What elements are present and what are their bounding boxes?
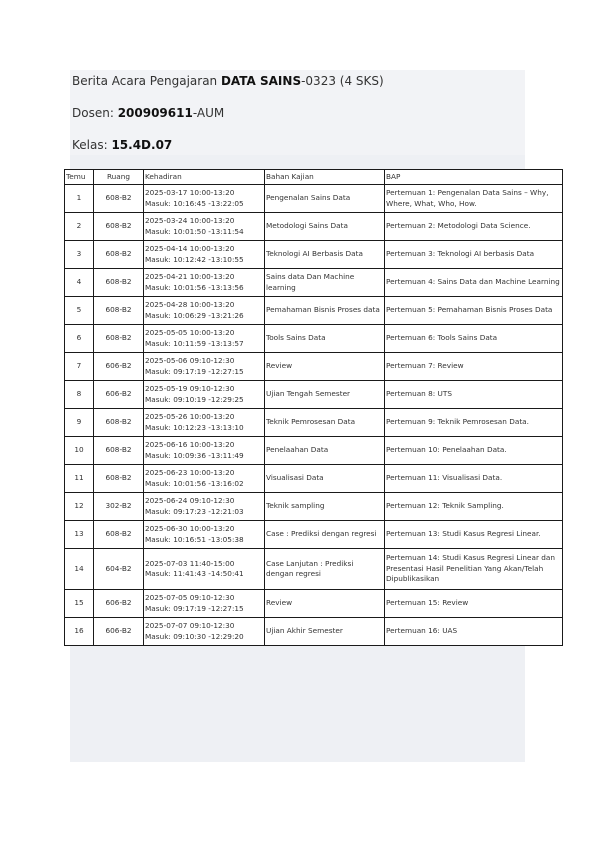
- cell-temu: 3: [65, 241, 94, 269]
- cell-kehadiran: [144, 618, 265, 646]
- cell-masuk: Masuk: 09:17:19 -12:27:15: [145, 603, 244, 613]
- cell-jadwal: 2025-04-28 10:00-13:20: [145, 300, 235, 310]
- cell-temu: 15: [65, 590, 94, 618]
- cell-masuk: Masuk: 09:17:19 -12:27:15: [145, 366, 244, 376]
- cell-bap: Pertemuan 15: Review: [385, 590, 563, 618]
- cell-bap: Pertemuan 11: Visualisasi Data.: [385, 465, 563, 493]
- col-header-kehadiran: Kehadiran: [144, 170, 265, 185]
- cell-bap: Pertemuan 13: Studi Kasus Regresi Linear.: [385, 521, 563, 549]
- cell-bap: Pertemuan 8: UTS: [385, 381, 563, 409]
- cell-bahan-kajian: Teknik sampling: [265, 493, 385, 521]
- cell-bahan-kajian: Ujian Akhir Semester: [265, 618, 385, 646]
- cell-ruang: 606-B2: [94, 381, 144, 409]
- cell-bap: Pertemuan 2: Metodologi Data Science.: [385, 213, 563, 241]
- col-header-bahan-kajian: Bahan Kajian: [265, 170, 385, 185]
- table-row: [65, 269, 563, 297]
- table-row: [65, 465, 563, 493]
- cell-masuk: Masuk: 10:12:23 -13:13:10: [145, 422, 244, 432]
- cell-ruang: 608-B2: [94, 465, 144, 493]
- class-line: [72, 138, 172, 152]
- cell-bahan-kajian: Case Lanjutan : Prediksi dengan regresi: [265, 549, 385, 590]
- cell-jadwal: 2025-03-24 10:00-13:20: [145, 216, 235, 226]
- cell-ruang: 606-B2: [94, 353, 144, 381]
- cell-ruang: 608-B2: [94, 325, 144, 353]
- cell-bap: Pertemuan 5: Pemahaman Bisnis Proses Data: [385, 297, 563, 325]
- cell-bap: Pertemuan 1: Pengenalan Data Sains – Why, Where, What, Who, How.: [385, 185, 563, 213]
- cell-bahan-kajian: Teknik Pemrosesan Data: [265, 409, 385, 437]
- table-row: [65, 409, 563, 437]
- cell-bahan-kajian: Penelaahan Data: [265, 437, 385, 465]
- cell-temu: 1: [65, 185, 94, 213]
- course-code: -0323 (4 SKS): [301, 74, 384, 88]
- cell-bahan-kajian: Visualisasi Data: [265, 465, 385, 493]
- cell-temu: 4: [65, 269, 94, 297]
- class-code: 15.4D.07: [111, 138, 173, 152]
- cell-kehadiran: [144, 241, 265, 269]
- cell-ruang: 604-B2: [94, 549, 144, 590]
- cell-jadwal: 2025-05-06 09:10-12:30: [145, 356, 235, 366]
- lecturer-label: Dosen:: [72, 106, 118, 120]
- table-row: [65, 381, 563, 409]
- col-header-ruang: Ruang: [94, 170, 144, 185]
- cell-kehadiran: [144, 213, 265, 241]
- cell-jadwal: 2025-07-03 11:40-15:00: [145, 558, 235, 568]
- course-name: DATA SAINS: [220, 74, 302, 88]
- cell-ruang: 608-B2: [94, 241, 144, 269]
- table-row: [65, 521, 563, 549]
- cell-temu: 10: [65, 437, 94, 465]
- cell-bahan-kajian: Sains data Dan Machine learning: [265, 269, 385, 297]
- cell-bap: Pertemuan 7: Review: [385, 353, 563, 381]
- cell-jadwal: 2025-06-16 10:00-13:20: [145, 440, 235, 450]
- cell-temu: 9: [65, 409, 94, 437]
- cell-masuk: Masuk: 10:01:50 -13:11:54: [145, 226, 244, 236]
- table-row: [65, 185, 563, 213]
- cell-bap: Pertemuan 14: Studi Kasus Regresi Linear dan Presentasi Hasil Penelitian Yang Akan/Telah Dipublikasikan: [385, 549, 563, 590]
- cell-jadwal: 2025-05-19 09:10-12:30: [145, 384, 235, 394]
- cell-kehadiran: [144, 549, 265, 590]
- cell-bahan-kajian: Tools Sains Data: [265, 325, 385, 353]
- cell-kehadiran: [144, 325, 265, 353]
- cell-bap: Pertemuan 10: Penelaahan Data.: [385, 437, 563, 465]
- table-row: [65, 353, 563, 381]
- cell-temu: 14: [65, 549, 94, 590]
- cell-jadwal: 2025-06-24 09:10-12:30: [145, 496, 235, 506]
- cell-kehadiran: [144, 185, 265, 213]
- cell-masuk: Masuk: 11:41:43 -14:50:41: [145, 569, 244, 578]
- cell-kehadiran: [144, 493, 265, 521]
- cell-bahan-kajian: Pengenalan Sains Data: [265, 185, 385, 213]
- cell-bahan-kajian: Pemahaman Bisnis Proses data: [265, 297, 385, 325]
- table-row: [65, 493, 563, 521]
- cell-jadwal: 2025-05-26 10:00-13:20: [145, 412, 235, 422]
- col-header-temu: Temu: [65, 170, 94, 185]
- cell-masuk: Masuk: 10:09:36 -13:11:49: [145, 450, 244, 460]
- cell-ruang: 302-B2: [94, 493, 144, 521]
- cell-bahan-kajian: Teknologi AI Berbasis Data: [265, 241, 385, 269]
- cell-ruang: 606-B2: [94, 590, 144, 618]
- table-row: [65, 241, 563, 269]
- class-label: Kelas:: [72, 138, 112, 152]
- cell-kehadiran: [144, 381, 265, 409]
- cell-kehadiran: [144, 269, 265, 297]
- cell-bahan-kajian: Review: [265, 353, 385, 381]
- cell-ruang: 608-B2: [94, 269, 144, 297]
- cell-masuk: Masuk: 10:11:59 -13:13:57: [145, 338, 244, 348]
- cell-temu: 13: [65, 521, 94, 549]
- lecturer-line: [72, 106, 224, 120]
- cell-temu: 7: [65, 353, 94, 381]
- lecturer-id: 200909611: [117, 106, 193, 120]
- cell-kehadiran: [144, 409, 265, 437]
- cell-ruang: 606-B2: [94, 618, 144, 646]
- cell-ruang: 608-B2: [94, 297, 144, 325]
- cell-ruang: 608-B2: [94, 185, 144, 213]
- table-row: [65, 590, 563, 618]
- cell-kehadiran: [144, 465, 265, 493]
- cell-masuk: Masuk: 10:16:51 -13:05:38: [145, 534, 244, 544]
- table-row: [65, 213, 563, 241]
- cell-bahan-kajian: Ujian Tengah Semester: [265, 381, 385, 409]
- cell-temu: 12: [65, 493, 94, 521]
- cell-kehadiran: [144, 297, 265, 325]
- table-row: [65, 549, 563, 590]
- cell-temu: 6: [65, 325, 94, 353]
- cell-bahan-kajian: Case : Prediksi dengan regresi: [265, 521, 385, 549]
- cell-jadwal: 2025-06-23 10:00-13:20: [145, 468, 235, 478]
- cell-temu: 2: [65, 213, 94, 241]
- title-prefix: Berita Acara Pengajaran: [72, 74, 221, 88]
- cell-bap: Pertemuan 4: Sains Data dan Machine Learning: [385, 269, 563, 297]
- cell-jadwal: 2025-06-30 10:00-13:20: [145, 524, 235, 534]
- cell-masuk: Masuk: 10:06:29 -13:21:26: [145, 310, 244, 320]
- cell-temu: 8: [65, 381, 94, 409]
- table-row: [65, 297, 563, 325]
- col-header-bap: BAP: [385, 170, 563, 185]
- cell-temu: 11: [65, 465, 94, 493]
- cell-jadwal: 2025-07-07 09:10-12:30: [145, 621, 235, 631]
- document-title: [72, 74, 384, 88]
- lecturer-suffix: -AUM: [192, 106, 225, 120]
- cell-temu: 5: [65, 297, 94, 325]
- cell-ruang: 608-B2: [94, 521, 144, 549]
- cell-kehadiran: [144, 353, 265, 381]
- cell-jadwal: 2025-07-05 09:10-12:30: [145, 593, 235, 603]
- attendance-table: [64, 169, 563, 646]
- cell-bap: Pertemuan 12: Teknik Sampling.: [385, 493, 563, 521]
- table-row: [65, 618, 563, 646]
- cell-ruang: 608-B2: [94, 409, 144, 437]
- cell-ruang: 608-B2: [94, 213, 144, 241]
- cell-jadwal: 2025-04-14 10:00-13:20: [145, 244, 235, 254]
- cell-masuk: Masuk: 10:16:45 -13:22:05: [145, 198, 244, 208]
- cell-masuk: Masuk: 09:10:19 -12:29:25: [145, 394, 244, 404]
- cell-bahan-kajian: Metodologi Sains Data: [265, 213, 385, 241]
- cell-masuk: Masuk: 10:12:42 -13:10:55: [145, 254, 244, 264]
- cell-bap: Pertemuan 6: Tools Sains Data: [385, 325, 563, 353]
- cell-masuk: Masuk: 09:10:30 -12:29:20: [145, 631, 244, 641]
- cell-bap: Pertemuan 9: Teknik Pemrosesan Data.: [385, 409, 563, 437]
- cell-jadwal: 2025-05-05 10:00-13:20: [145, 328, 235, 338]
- cell-kehadiran: [144, 437, 265, 465]
- cell-masuk: Masuk: 09:17:23 -12:21:03: [145, 506, 244, 516]
- cell-bap: Pertemuan 16: UAS: [385, 618, 563, 646]
- cell-masuk: Masuk: 10:01:56 -13:13:56: [145, 282, 244, 292]
- cell-ruang: 608-B2: [94, 437, 144, 465]
- cell-kehadiran: [144, 521, 265, 549]
- cell-bahan-kajian: Review: [265, 590, 385, 618]
- table-header-row: [65, 170, 563, 185]
- cell-masuk: Masuk: 10:01:56 -13:16:02: [145, 478, 244, 488]
- cell-temu: 16: [65, 618, 94, 646]
- cell-bap: Pertemuan 3: Teknologi AI berbasis Data: [385, 241, 563, 269]
- cell-kehadiran: [144, 590, 265, 618]
- table-row: [65, 325, 563, 353]
- cell-jadwal: 2025-04-21 10:00-13:20: [145, 272, 235, 282]
- table-row: [65, 437, 563, 465]
- cell-jadwal: 2025-03-17 10:00-13:20: [145, 188, 235, 198]
